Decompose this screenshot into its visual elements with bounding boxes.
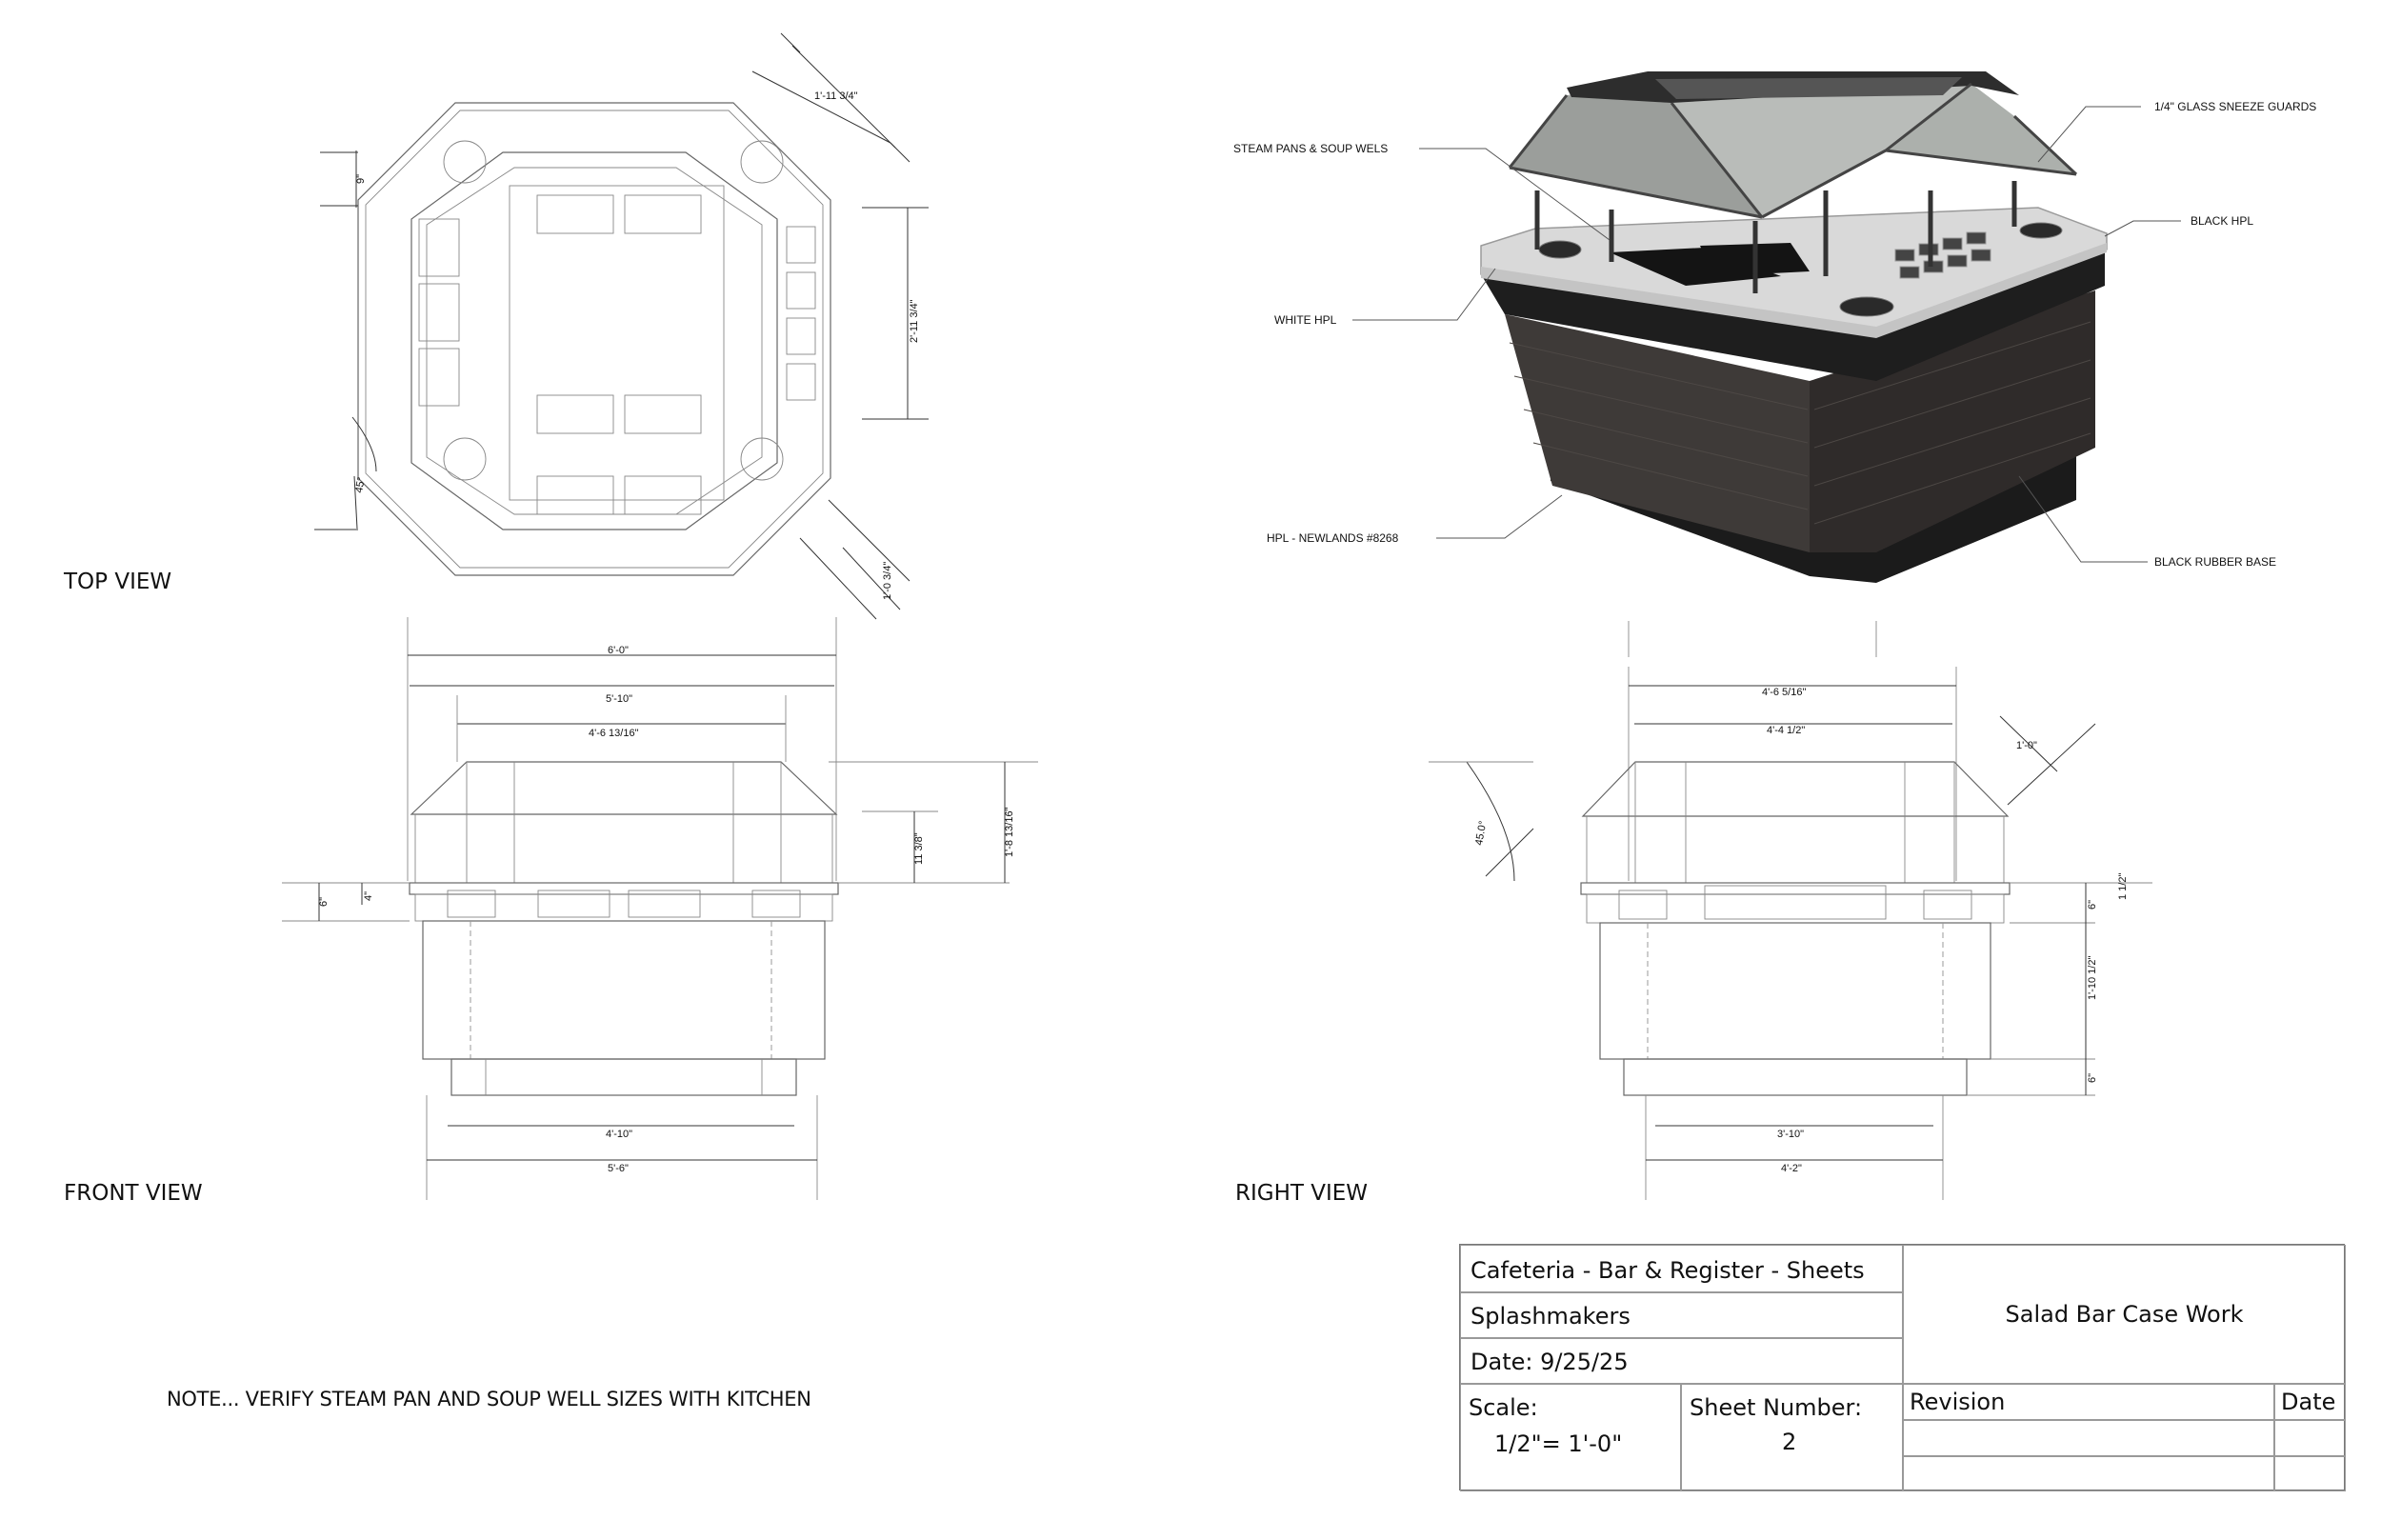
dim-front-b1: 4'-10" [606,1129,633,1140]
right-view-elevation [1429,621,2152,1200]
scale-label: Scale: [1469,1394,1538,1421]
client-name: Splashmakers [1460,1292,1903,1338]
kitchen-note: NOTE... VERIFY STEAM PAN AND SOUP WELL SIZES WITH KITCHEN [167,1388,811,1410]
dim-right-h3: 1'-10 1/2" [2087,955,2098,1000]
dim-right-h4: 6" [2087,1072,2098,1083]
dim-top-1: 1'-11 3/4" [814,90,858,102]
dim-front-w1: 6'-0" [608,645,629,656]
sheet-number-cell [1681,1384,1903,1491]
dim-top-4: 45° [353,476,368,494]
salad-bar-3d-render [1233,71,2316,583]
dim-top-2: 9" [355,173,367,184]
dim-front-h2: 11 3/8" [913,832,925,865]
callout-steam-pans: STEAM PANS & SOUP WELS [1233,142,1389,155]
dim-right-w1: 4'-6 5/16" [1762,687,1807,698]
dim-front-w3: 4'-6 13/16" [589,728,639,739]
callout-rubber-base: BLACK RUBBER BASE [2154,555,2277,569]
dim-right-b2: 4'-2" [1781,1163,1802,1174]
sheet-number-value: 2 [1782,1429,1797,1455]
callout-white-hpl: WHITE HPL [1274,313,1337,327]
scale-cell [1460,1384,1681,1491]
dim-top-3: 2'-11 3/4" [909,299,920,343]
revision-date-row-2 [2274,1456,2346,1491]
revision-date-header: Date [2274,1384,2346,1420]
title-block [1459,1244,2345,1490]
project-name: Cafeteria - Bar & Register - Sheets [1460,1245,1903,1292]
callout-newlands: HPL - NEWLANDS #8268 [1267,531,1399,545]
revision-row-1 [1903,1420,2274,1456]
dim-right-a1: 1'-0" [2016,740,2037,751]
revision-header: Revision [1903,1384,2274,1420]
dim-right-a2: 45.0° [1473,820,1490,847]
sheet-number-label: Sheet Number: [1690,1394,1863,1421]
dim-right-h1: 1 1/2" [2117,872,2129,900]
dim-front-h4: 4" [363,890,374,901]
revision-row-2 [1903,1456,2274,1491]
front-view-elevation [282,617,1038,1200]
right-view-label: RIGHT VIEW [1235,1181,1369,1206]
revision-date-row-1 [2274,1420,2346,1456]
dim-right-w2: 4'-4 1/2" [1767,725,1806,736]
dim-front-h3: 6" [318,896,330,907]
top-view-label: TOP VIEW [64,570,172,594]
dim-right-b1: 3'-10" [1777,1129,1805,1140]
dim-top-5: 1'-0 3/4" [882,561,893,600]
dim-front-b2: 5'-6" [608,1163,629,1174]
callout-black-hpl: BLACK HPL [2191,214,2254,228]
drawing-date: Date: 9/25/25 [1460,1338,1903,1384]
drawing-title: Salad Bar Case Work [1903,1245,2346,1384]
dim-front-h1: 1'-8 13/16" [1004,807,1015,857]
callout-glass-guards: 1/4" GLASS SNEEZE GUARDS [2154,100,2317,113]
dim-front-w2: 5'-10" [606,693,633,705]
scale-value: 1/2"= 1'-0" [1494,1430,1623,1457]
top-view-plan [314,33,929,619]
front-view-label: FRONT VIEW [64,1181,203,1206]
dim-right-h2: 6" [2087,899,2098,910]
